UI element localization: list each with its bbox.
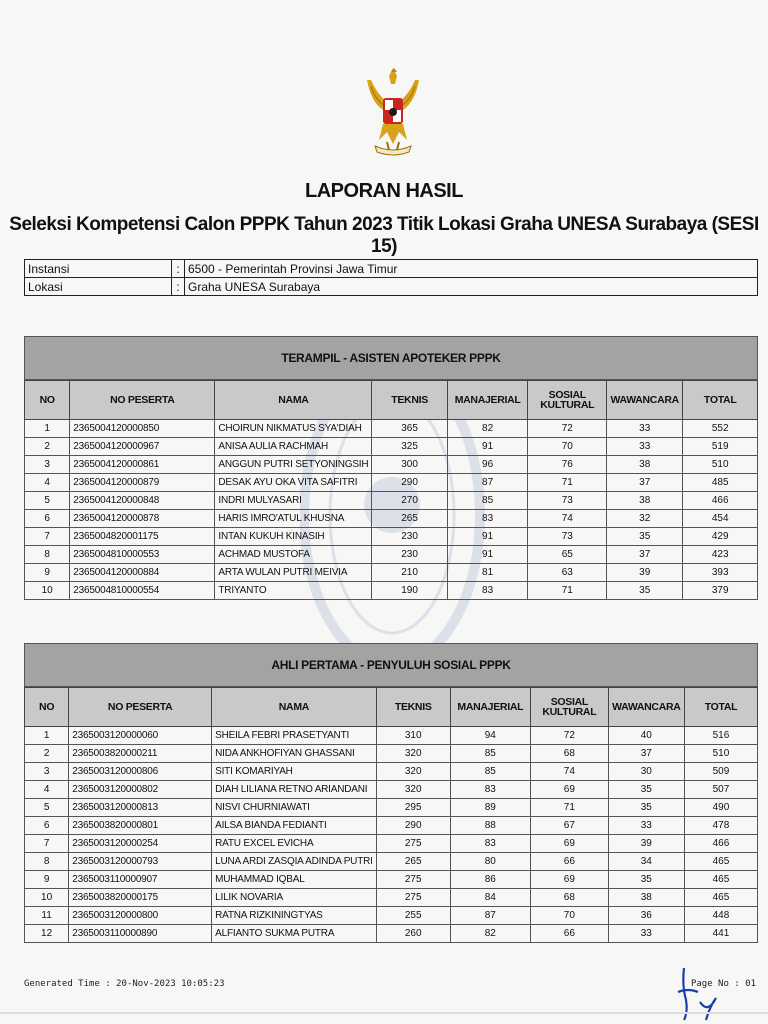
cell-sosial-kultural: 74 bbox=[530, 763, 608, 781]
cell-teknis: 300 bbox=[372, 456, 447, 474]
table-row bbox=[25, 492, 758, 510]
column-header-no-peserta: NO PESERTA bbox=[69, 688, 212, 727]
report-subtitle: Seleksi Kompetensi Calon PPPK Tahun 2023 Titik Lokasi Graha UNESA Surabaya (SESI 15) bbox=[9, 214, 759, 257]
cell-total: 510 bbox=[683, 456, 758, 474]
report-title: LAPORAN HASIL bbox=[305, 180, 463, 202]
cell-sosial-kultural: 68 bbox=[530, 889, 608, 907]
cell-wawancara: 33 bbox=[607, 438, 683, 456]
cell-sosial-kultural: 69 bbox=[530, 835, 608, 853]
cell-manajerial: 87 bbox=[450, 907, 530, 925]
cell-teknis: 290 bbox=[376, 817, 450, 835]
cell-nama: NISVI CHURNIAWATI bbox=[212, 799, 377, 817]
cell-teknis: 320 bbox=[376, 781, 450, 799]
cell-manajerial: 85 bbox=[450, 763, 530, 781]
column-header-sosial-kultural: SOSIAL KULTURAL bbox=[530, 688, 608, 727]
cell-wawancara: 37 bbox=[608, 745, 684, 763]
table-row bbox=[25, 564, 758, 582]
table-row bbox=[25, 871, 758, 889]
cell-no-peserta: 2365004810000554 bbox=[70, 582, 215, 600]
cell-total: 552 bbox=[683, 420, 758, 438]
cell-manajerial: 82 bbox=[447, 420, 528, 438]
cell-total: 441 bbox=[684, 925, 757, 943]
table-row bbox=[25, 510, 758, 528]
cell-teknis: 230 bbox=[372, 528, 447, 546]
cell-teknis: 270 bbox=[372, 492, 447, 510]
cell-wawancara: 33 bbox=[608, 925, 684, 943]
table-row bbox=[25, 438, 758, 456]
cell-no: 2 bbox=[25, 745, 69, 763]
column-header-teknis: TEKNIS bbox=[376, 688, 450, 727]
cell-total: 507 bbox=[684, 781, 757, 799]
cell-nama: AILSA BIANDA FEDIANTI bbox=[212, 817, 377, 835]
cell-nama: TRIYANTO bbox=[215, 582, 372, 600]
cell-manajerial: 83 bbox=[447, 582, 528, 600]
cell-wawancara: 33 bbox=[608, 817, 684, 835]
cell-no: 1 bbox=[25, 727, 69, 745]
cell-sosial-kultural: 72 bbox=[530, 727, 608, 745]
cell-teknis: 365 bbox=[372, 420, 447, 438]
cell-no-peserta: 2365003120000254 bbox=[69, 835, 212, 853]
cell-wawancara: 40 bbox=[608, 727, 684, 745]
column-header-no: NO bbox=[25, 688, 69, 727]
cell-teknis: 275 bbox=[376, 871, 450, 889]
cell-no-peserta: 2365004120000878 bbox=[70, 510, 215, 528]
column-header-teknis: TEKNIS bbox=[372, 381, 447, 420]
info-separator: : bbox=[172, 260, 185, 278]
cell-total: 490 bbox=[684, 799, 757, 817]
cell-wawancara: 35 bbox=[607, 528, 683, 546]
table-header-row bbox=[25, 688, 758, 727]
info-table bbox=[24, 259, 758, 296]
cell-total: 454 bbox=[683, 510, 758, 528]
table-row bbox=[25, 456, 758, 474]
cell-no-peserta: 2365004120000884 bbox=[70, 564, 215, 582]
cell-teknis: 275 bbox=[376, 889, 450, 907]
cell-wawancara: 39 bbox=[607, 564, 683, 582]
cell-no: 5 bbox=[25, 799, 69, 817]
cell-nama: RATU EXCEL EVICHA bbox=[212, 835, 377, 853]
cell-no-peserta: 2365003820000801 bbox=[69, 817, 212, 835]
column-header-wawancara: WAWANCARA bbox=[607, 381, 683, 420]
cell-nama: ALFIANTO SUKMA PUTRA bbox=[212, 925, 377, 943]
cell-nama: HARIS IMRO'ATUL KHUSNA bbox=[215, 510, 372, 528]
cell-sosial-kultural: 66 bbox=[530, 853, 608, 871]
cell-no: 3 bbox=[25, 456, 70, 474]
cell-teknis: 260 bbox=[376, 925, 450, 943]
cell-total: 423 bbox=[683, 546, 758, 564]
cell-wawancara: 32 bbox=[607, 510, 683, 528]
cell-manajerial: 85 bbox=[447, 492, 528, 510]
cell-nama: LUNA ARDI ZASQIA ADINDA PUTRI bbox=[212, 853, 377, 871]
page-edge bbox=[0, 1012, 768, 1014]
cell-wawancara: 37 bbox=[607, 474, 683, 492]
cell-manajerial: 80 bbox=[450, 853, 530, 871]
cell-no: 2 bbox=[25, 438, 70, 456]
cell-manajerial: 84 bbox=[450, 889, 530, 907]
cell-wawancara: 35 bbox=[608, 781, 684, 799]
cell-sosial-kultural: 68 bbox=[530, 745, 608, 763]
cell-teknis: 320 bbox=[376, 745, 450, 763]
cell-manajerial: 91 bbox=[447, 528, 528, 546]
cell-nama: DESAK AYU OKA VITA SAFITRI bbox=[215, 474, 372, 492]
table-row bbox=[25, 528, 758, 546]
section-title-asisten-apoteker: TERAMPIL - ASISTEN APOTEKER PPPK bbox=[24, 336, 758, 380]
cell-nama: DIAH LILIANA RETNO ARIANDANI bbox=[212, 781, 377, 799]
cell-nama: RATNA RIZKININGTYAS bbox=[212, 907, 377, 925]
cell-no: 9 bbox=[25, 871, 69, 889]
cell-no: 7 bbox=[25, 528, 70, 546]
info-value: Graha UNESA Surabaya bbox=[185, 278, 758, 296]
cell-nama: SITI KOMARIYAH bbox=[212, 763, 377, 781]
cell-no-peserta: 2365003120000060 bbox=[69, 727, 212, 745]
cell-wawancara: 38 bbox=[608, 889, 684, 907]
cell-no: 6 bbox=[25, 817, 69, 835]
info-label: Lokasi bbox=[25, 278, 172, 296]
cell-no-peserta: 2365004120000879 bbox=[70, 474, 215, 492]
cell-no-peserta: 2365004120000861 bbox=[70, 456, 215, 474]
cell-sosial-kultural: 71 bbox=[528, 474, 607, 492]
cell-no: 10 bbox=[25, 582, 70, 600]
cell-teknis: 290 bbox=[372, 474, 447, 492]
table-row bbox=[25, 835, 758, 853]
cell-sosial-kultural: 76 bbox=[528, 456, 607, 474]
info-row bbox=[25, 260, 758, 278]
cell-no: 11 bbox=[25, 907, 69, 925]
cell-no: 1 bbox=[25, 420, 70, 438]
cell-no: 8 bbox=[25, 546, 70, 564]
cell-total: 516 bbox=[684, 727, 757, 745]
cell-sosial-kultural: 63 bbox=[528, 564, 607, 582]
cell-teknis: 295 bbox=[376, 799, 450, 817]
cell-no: 5 bbox=[25, 492, 70, 510]
cell-nama: LILIK NOVARIA bbox=[212, 889, 377, 907]
cell-sosial-kultural: 69 bbox=[530, 871, 608, 889]
cell-no-peserta: 2365003120000793 bbox=[69, 853, 212, 871]
cell-total: 465 bbox=[684, 853, 757, 871]
cell-sosial-kultural: 70 bbox=[530, 907, 608, 925]
table-header-row bbox=[25, 381, 758, 420]
results-table-penyuluh-sosial bbox=[24, 687, 758, 943]
cell-wawancara: 35 bbox=[607, 582, 683, 600]
info-row bbox=[25, 278, 758, 296]
info-separator: : bbox=[172, 278, 185, 296]
table-row bbox=[25, 817, 758, 835]
cell-total: 509 bbox=[684, 763, 757, 781]
info-value: 6500 - Pemerintah Provinsi Jawa Timur bbox=[185, 260, 758, 278]
table-row bbox=[25, 853, 758, 871]
cell-sosial-kultural: 73 bbox=[528, 492, 607, 510]
page-number: Page No : 01 bbox=[690, 979, 756, 989]
cell-no: 4 bbox=[25, 474, 70, 492]
cell-teknis: 325 bbox=[372, 438, 447, 456]
results-table-asisten-apoteker bbox=[24, 380, 758, 600]
cell-total: 510 bbox=[684, 745, 757, 763]
garuda-emblem-icon bbox=[361, 62, 425, 170]
table-row bbox=[25, 582, 758, 600]
cell-nama: ARTA WULAN PUTRI MEIVIA bbox=[215, 564, 372, 582]
cell-no-peserta: 2365003820000175 bbox=[69, 889, 212, 907]
cell-no: 10 bbox=[25, 889, 69, 907]
column-header-total: TOTAL bbox=[683, 381, 758, 420]
cell-wawancara: 33 bbox=[607, 420, 683, 438]
cell-no: 3 bbox=[25, 763, 69, 781]
table-row bbox=[25, 781, 758, 799]
cell-nama: ANGGUN PUTRI SETYONINGSIH bbox=[215, 456, 372, 474]
cell-teknis: 265 bbox=[372, 510, 447, 528]
cell-manajerial: 91 bbox=[447, 546, 528, 564]
cell-sosial-kultural: 66 bbox=[530, 925, 608, 943]
cell-total: 465 bbox=[684, 889, 757, 907]
cell-no-peserta: 2365003110000890 bbox=[69, 925, 212, 943]
section-title-penyuluh-sosial: AHLI PERTAMA - PENYULUH SOSIAL PPPK bbox=[24, 643, 758, 687]
table-row bbox=[25, 889, 758, 907]
cell-manajerial: 81 bbox=[447, 564, 528, 582]
column-header-no: NO bbox=[25, 381, 70, 420]
cell-teknis: 310 bbox=[376, 727, 450, 745]
cell-total: 465 bbox=[684, 871, 757, 889]
cell-teknis: 230 bbox=[372, 546, 447, 564]
cell-nama: ACHMAD MUSTOFA bbox=[215, 546, 372, 564]
cell-manajerial: 83 bbox=[450, 835, 530, 853]
cell-teknis: 255 bbox=[376, 907, 450, 925]
cell-no: 12 bbox=[25, 925, 69, 943]
cell-wawancara: 35 bbox=[608, 871, 684, 889]
cell-no-peserta: 2365003120000802 bbox=[69, 781, 212, 799]
column-header-total: TOTAL bbox=[684, 688, 757, 727]
cell-teknis: 265 bbox=[376, 853, 450, 871]
cell-wawancara: 38 bbox=[607, 492, 683, 510]
cell-no-peserta: 2365004120000850 bbox=[70, 420, 215, 438]
cell-no: 7 bbox=[25, 835, 69, 853]
table-row bbox=[25, 420, 758, 438]
cell-manajerial: 94 bbox=[450, 727, 530, 745]
cell-wawancara: 39 bbox=[608, 835, 684, 853]
cell-sosial-kultural: 69 bbox=[530, 781, 608, 799]
cell-total: 393 bbox=[683, 564, 758, 582]
cell-manajerial: 83 bbox=[447, 510, 528, 528]
cell-wawancara: 38 bbox=[607, 456, 683, 474]
info-label: Instansi bbox=[25, 260, 172, 278]
cell-sosial-kultural: 73 bbox=[528, 528, 607, 546]
cell-no: 6 bbox=[25, 510, 70, 528]
cell-manajerial: 83 bbox=[450, 781, 530, 799]
cell-nama: ANISA AULIA RACHMAH bbox=[215, 438, 372, 456]
cell-wawancara: 37 bbox=[607, 546, 683, 564]
column-header-nama: NAMA bbox=[212, 688, 377, 727]
generated-time: Generated Time : 20-Nov-2023 10:05:23 bbox=[24, 979, 225, 989]
cell-total: 429 bbox=[683, 528, 758, 546]
cell-total: 466 bbox=[683, 492, 758, 510]
cell-manajerial: 82 bbox=[450, 925, 530, 943]
cell-nama: SHEILA FEBRI PRASETYANTI bbox=[212, 727, 377, 745]
cell-teknis: 190 bbox=[372, 582, 447, 600]
cell-sosial-kultural: 72 bbox=[528, 420, 607, 438]
table-row bbox=[25, 745, 758, 763]
cell-sosial-kultural: 71 bbox=[530, 799, 608, 817]
table-row bbox=[25, 727, 758, 745]
cell-manajerial: 96 bbox=[447, 456, 528, 474]
cell-total: 379 bbox=[683, 582, 758, 600]
cell-total: 485 bbox=[683, 474, 758, 492]
cell-sosial-kultural: 71 bbox=[528, 582, 607, 600]
cell-nama: INTAN KUKUH KINASIH bbox=[215, 528, 372, 546]
cell-nama: MUHAMMAD IQBAL bbox=[212, 871, 377, 889]
table-row bbox=[25, 474, 758, 492]
cell-nama: NIDA ANKHOFIYAN GHASSANI bbox=[212, 745, 377, 763]
cell-wawancara: 34 bbox=[608, 853, 684, 871]
cell-wawancara: 30 bbox=[608, 763, 684, 781]
cell-no-peserta: 2365003820000211 bbox=[69, 745, 212, 763]
cell-sosial-kultural: 65 bbox=[528, 546, 607, 564]
column-header-nama: NAMA bbox=[215, 381, 372, 420]
cell-manajerial: 87 bbox=[447, 474, 528, 492]
cell-nama: INDRI MULYASARI bbox=[215, 492, 372, 510]
cell-no: 4 bbox=[25, 781, 69, 799]
table-row bbox=[25, 799, 758, 817]
column-header-no-peserta: NO PESERTA bbox=[70, 381, 215, 420]
cell-sosial-kultural: 74 bbox=[528, 510, 607, 528]
cell-no-peserta: 2365004120000967 bbox=[70, 438, 215, 456]
cell-wawancara: 36 bbox=[608, 907, 684, 925]
cell-total: 519 bbox=[683, 438, 758, 456]
table-row bbox=[25, 763, 758, 781]
cell-no-peserta: 2365003120000813 bbox=[69, 799, 212, 817]
cell-sosial-kultural: 70 bbox=[528, 438, 607, 456]
cell-manajerial: 88 bbox=[450, 817, 530, 835]
cell-manajerial: 85 bbox=[450, 745, 530, 763]
cell-manajerial: 91 bbox=[447, 438, 528, 456]
cell-no-peserta: 2365004820001175 bbox=[70, 528, 215, 546]
cell-no: 8 bbox=[25, 853, 69, 871]
cell-no-peserta: 2365004120000848 bbox=[70, 492, 215, 510]
table-row bbox=[25, 546, 758, 564]
cell-no-peserta: 2365003120000806 bbox=[69, 763, 212, 781]
cell-wawancara: 35 bbox=[608, 799, 684, 817]
cell-no: 9 bbox=[25, 564, 70, 582]
column-header-manajerial: MANAJERIAL bbox=[447, 381, 528, 420]
cell-nama: CHOIRUN NIKMATUS SYA'DIAH bbox=[215, 420, 372, 438]
table-row bbox=[25, 907, 758, 925]
cell-manajerial: 86 bbox=[450, 871, 530, 889]
cell-total: 448 bbox=[684, 907, 757, 925]
cell-total: 478 bbox=[684, 817, 757, 835]
cell-sosial-kultural: 67 bbox=[530, 817, 608, 835]
column-header-manajerial: MANAJERIAL bbox=[450, 688, 530, 727]
cell-no-peserta: 2365003120000800 bbox=[69, 907, 212, 925]
column-header-wawancara: WAWANCARA bbox=[608, 688, 684, 727]
cell-teknis: 320 bbox=[376, 763, 450, 781]
column-header-sosial-kultural: SOSIAL KULTURAL bbox=[528, 381, 607, 420]
cell-teknis: 210 bbox=[372, 564, 447, 582]
table-row bbox=[25, 925, 758, 943]
cell-no-peserta: 2365003110000907 bbox=[69, 871, 212, 889]
cell-manajerial: 89 bbox=[450, 799, 530, 817]
cell-no-peserta: 2365004810000553 bbox=[70, 546, 215, 564]
cell-teknis: 275 bbox=[376, 835, 450, 853]
cell-total: 466 bbox=[684, 835, 757, 853]
